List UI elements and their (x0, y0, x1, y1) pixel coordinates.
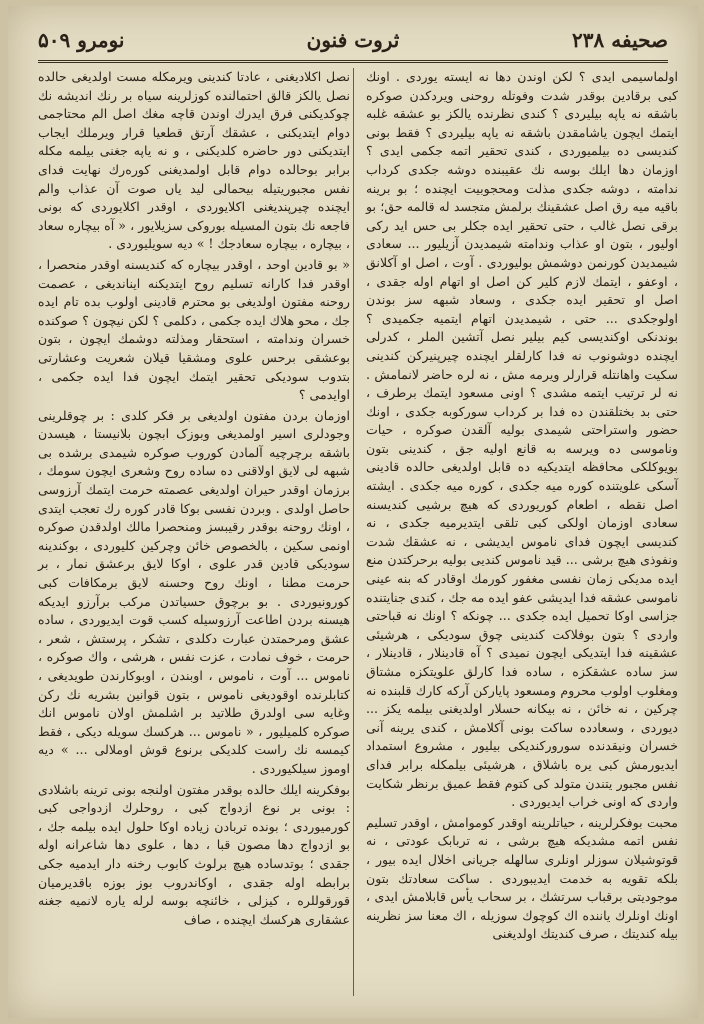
column-divider (353, 68, 354, 996)
newspaper-page (8, 6, 698, 1018)
issue-number: نومرو ۵۰۹ (38, 28, 125, 52)
left-column (38, 68, 350, 998)
page-number: صحیفه ۲۳۸ (572, 28, 668, 52)
left-column-paragraph-1: نصل اکلادیغنی ، عادتا کندینی ویرمکله مست اولدیغی حالده نصل یالکز قالق احتمالنده کوزلرینه سیاه بر رنك اندیشه نك چوکدیکنی فرق ایدرك اوندن قاچه مغك اصل الم محتاجمی دوام ایتدیکنی ، عشقك آرتق قطعیا قرار ویرملك ایجاب ایتدیکنی دور حاضره کلدیکنی ، و نه یاپه جغنی بیلمه مکله برابر بوحالده دوام قابل اولمدیغنی کورەرك نهایت فدای نفس مجبوریتیله بیحمالی لید یاں صوت آن عذاب والم ایچنده چیرپندیغنی اکلایوردی ، اوقدر اکلایوردی که بونی فاجعه نك بتون المسیله بوروکی سزیلایور ، « آه بیچاره سعاد ، بیچاره ، بیچاره سعادجك ! » دیه سویلیوردی . (38, 69, 350, 252)
right-column-paragraph-1: اولماسیمی ایدی ؟ لکن اوندن دها نه ایسته یوردی . اونك کبی برقادین بوقدر شدت وفوتله روحنی ویردکدن صوکره باشقه نه یاپه بیلیردی ؟ کندی نظرنده یالکز بو عشقه غلبه ایتمك ایچون یاشامقدن باشقه نه یاپه بیلیردی ؟ فقط بونی کندیسی ده بیلمیوردی ، کندی تحقیر اتمه جکمی ایدی ؟ اوزمان دها ایلك بوسه نك عقیبنده دوشه جکدی کرداب ندامته ، دوشه جکدی مذلت ومحجوبیت ایچنده ؛ بو برینه باقیه میه رق اصل عشقینك برلمش متجسد له قالمه حق؛ بو برقی نصل غالب ، حتی تحقیر ایده جکلر بی حس اید رکی اولیور ، بتون او عذاب وندامته شیمدیدن آزیلیور ... سعادی شیمدیدن کورنمن دوشمش بولیوردی . آوت ، اصل او آکلانق ، اوعفو ، ایتمك لازم کلیر کن اصل او اتهام اوله جقدی ، اصل او تحقیر ایده جکدی ، وسعاد شبهه سز بوندن اولوجکدی ... حتی ، شیمدیدن اتهام ایتمیه جکمیدی ؟ بوندنکی اوکندیسی کیم بیلیر نصل آتشین الملر ، کدرلی ایچنده دوشونوب نه فدا کارلقلر ایچنده چیرپنیرکن کندینی سکیت واهانتله قرارلر ویرمه مش ، نه لره حاضر لانمامش . نه لر ترتیب ایتمه مشدی ؟ اونی مسعود ایتمك برطرف ، حتی بد بختلقندن ده فدا بر کرداب سورکوبه جکدی ، اونك حضور واستراحتی شیمدی بولیه آلقدن صوکره ، حیات وناموسی ده ویرسه به قانع اولیه جق ، کندینی بتون بویوکلکی محافظه ایتدیکیه ده قابل اولدیغی حالده قادینی آسکی علویتنده کوره میه جکدی ، کوره میه جکدی . ایشته اصل نقطه ، اطعام کوریوردی که هیچ برشیی کندیسنه سعادی اوزمان اولکی کبی تلقی ایتدیرمیه جکدی ، نه کندیسی ایچون فدای ناموس ایدیشی ، نه عشقك شدت ونفوذی هیچ برشی ... قید ناموس کندیی بولیه برحرکتدن منع ایده مدیکی زمان نفسی مغفور کورمك اوقادر که بنه عینی ناموسی عشقه فدا ایدیشی عفو ایده مه جك ، کندی جنایتنده جزاسی اوکا تحمیل ایده جکدی ... چونکه ؟ اونك نه قباحتی واردی ؟ بتون بوفلاکت کندینی چوق سودیکی ، هرشیئی عشقینه فدا ایتدیکی ایچون نمیدی ؟ آه قادینلار ، قادینلار ، سز ساده عشقکزه ، ساده فدا کارلق علویتکزه مشتاق ومغلوب اولوب محروم ومسعود پایارکن آرکه کارك قلبنده نه چرکین ، نه خائن ، نه بیکانه حسلار اولدیغنی بیلمه یکز ... دیوردی ، وسعادده ساکت بونی آکلامش ، کندی یرینه آنی خسران ونیقدنده سورورکندیکی بیلیور ، مشروع استمداد ایدیورمش کبی یره باشلاق ، هرشیئی بیلمکله برابر فدای نفس مجبور یتندن متولد کی کتوم فقط عمیق برنظر شکایت واردی که اونی خراب ایدیوردی . (366, 69, 678, 810)
left-column-paragraph-3: اوزمان بردن مفتون اولدیغی بر فکر کلدی : بر چوقلرینی وجودلری اسیر اولمدیغی وبوزک ابچون بلانیستا ، هیسدن باشقه برچرچیه آلمادن کوروب صوکره شیمدی برشده بی شبهه لی لایق اولاقنی ده ساده روح وشعری ایچون سومك ، برزمان اوقدر حیران اولدیغی عصمته حرمت ایتمك آرزوسی حاصل اولدی . وبردن نفسی بوکا قادر کوره رك تعجب ایتدی ، اونك روحنه بوقدر رقیبسز ومنحصرا مالك اولدقدن صوکره اونمی سکین ، بالخصوص خائن وچرکین کلیوردی ، بوکندینه سودیکی قادین قدر علوی ، اوکا لایق برعشق نمار ، بر حرمت مطنا ، اونك روح وحسنه لایق برمکافات کبی کورونیوردی . بو برچوق حسیاتدن مرکب برآرزو ایدیکه هیسنه بردن اطاعت آرزوسیله کسب قوت ایدیوردی ، ساده عشق ومرحمتدن عبارت دکلدی ، تشکر ، پرستش ، شعر ، حرمت ، خوف نمادت ، عزت نفس ، هرشی ، واك صوکره ، ناموس ... آوت ، ناموس ، اوبندن ، اوبوکارندن طویدیغی ، کتابلرنده اوقودیغی ناموس ، بتون قوانین بشریه نك رکن وغایه سی اولدرق طلاتید بر اشلمش اولان ناموس انك صوکره کلمیلیور ، « ناموس ... هرکسك سویله دیکی ، فقط کیمسه نك راست کلدیکی برنوع قوش اوملالی ... » دیه اوموز سیلکیوردی . (38, 407, 350, 776)
left-column-paragraph-2: « بو قادین اوحد ، اوقدر بیچاره که کندیسنه اوقدر منحصرا ، اوقدر فدا کارانه تسلیم روح ایتدیکنه ایناندیغی ، عصمت روحنه مفتون اولدیغی بو محترم قادینی اولوب بده تام ایده جك ، محو هلاك ایده جکمی ، دکلمی ؟ لکن نیچون ؟ صوکنده خسران وندامته ، استحقار ومذلته دوشمك ایچون ، بتون بوعشقی برحس علوی ومشقیا قیلان شعریت وعشارتی بتدوب سودیکی تحقیر ایتمك ایچون فدا ایده جکمی ، اوایدمی ؟ (38, 256, 350, 403)
left-column-paragraph-4: بوفکرینه ایلك حالده بوقدر مفتون اولنجه بونی ترینه باشلادی : بونی بر نوع ازدواج کبی ، روحلرك ازدواجی کبی کورمیوردی ؛ بونده تربادن زیاده اوکا حلول ایده بیلمه جك ، بو ازدواج دها مصون قبا ، دها ، علوی دها شاعرانه اوله جقدی ؛ بوتدساده هیچ برلوث کابوب رخنه دار ایدمیه جکی برابطه اوله جقدی ، اوکاندروب بوز بوزه باقدیرمیان قورقوللره ، کیزلی ، خائنچه بوسه لرله یاره لانمیه جغنه عشقاری هرکسك ایچنده ، صاف (38, 781, 350, 927)
right-column-paragraph-2: محبت بوفکرلرینه ، حیاتلرینه اوقدر کوموامش ، اوقدر تسلیم نفس اتمه مشدیکه هیچ برشی ، نه تربابک عودتی ، نه قوتوشیلان سوزلر اونلری سالهله جریانی اخلال ایده بیور ، بلکه تقویه به خدمت ایدیبوردی . ساکت سعادتك بتون موجودیتی برقباب سرتشك ، بر سحاب یأس قابلامش ایدی ، اونك اونلرك یاننده اك کوچوك سوزیله ، اك معنا سز نظرینه بیله کندیتك ، صرف کندیتك اولدیغنی (366, 814, 678, 942)
page-header (38, 28, 668, 58)
journal-title: ثروت فنون (306, 28, 400, 52)
right-column (366, 68, 678, 998)
header-rule (38, 60, 668, 63)
